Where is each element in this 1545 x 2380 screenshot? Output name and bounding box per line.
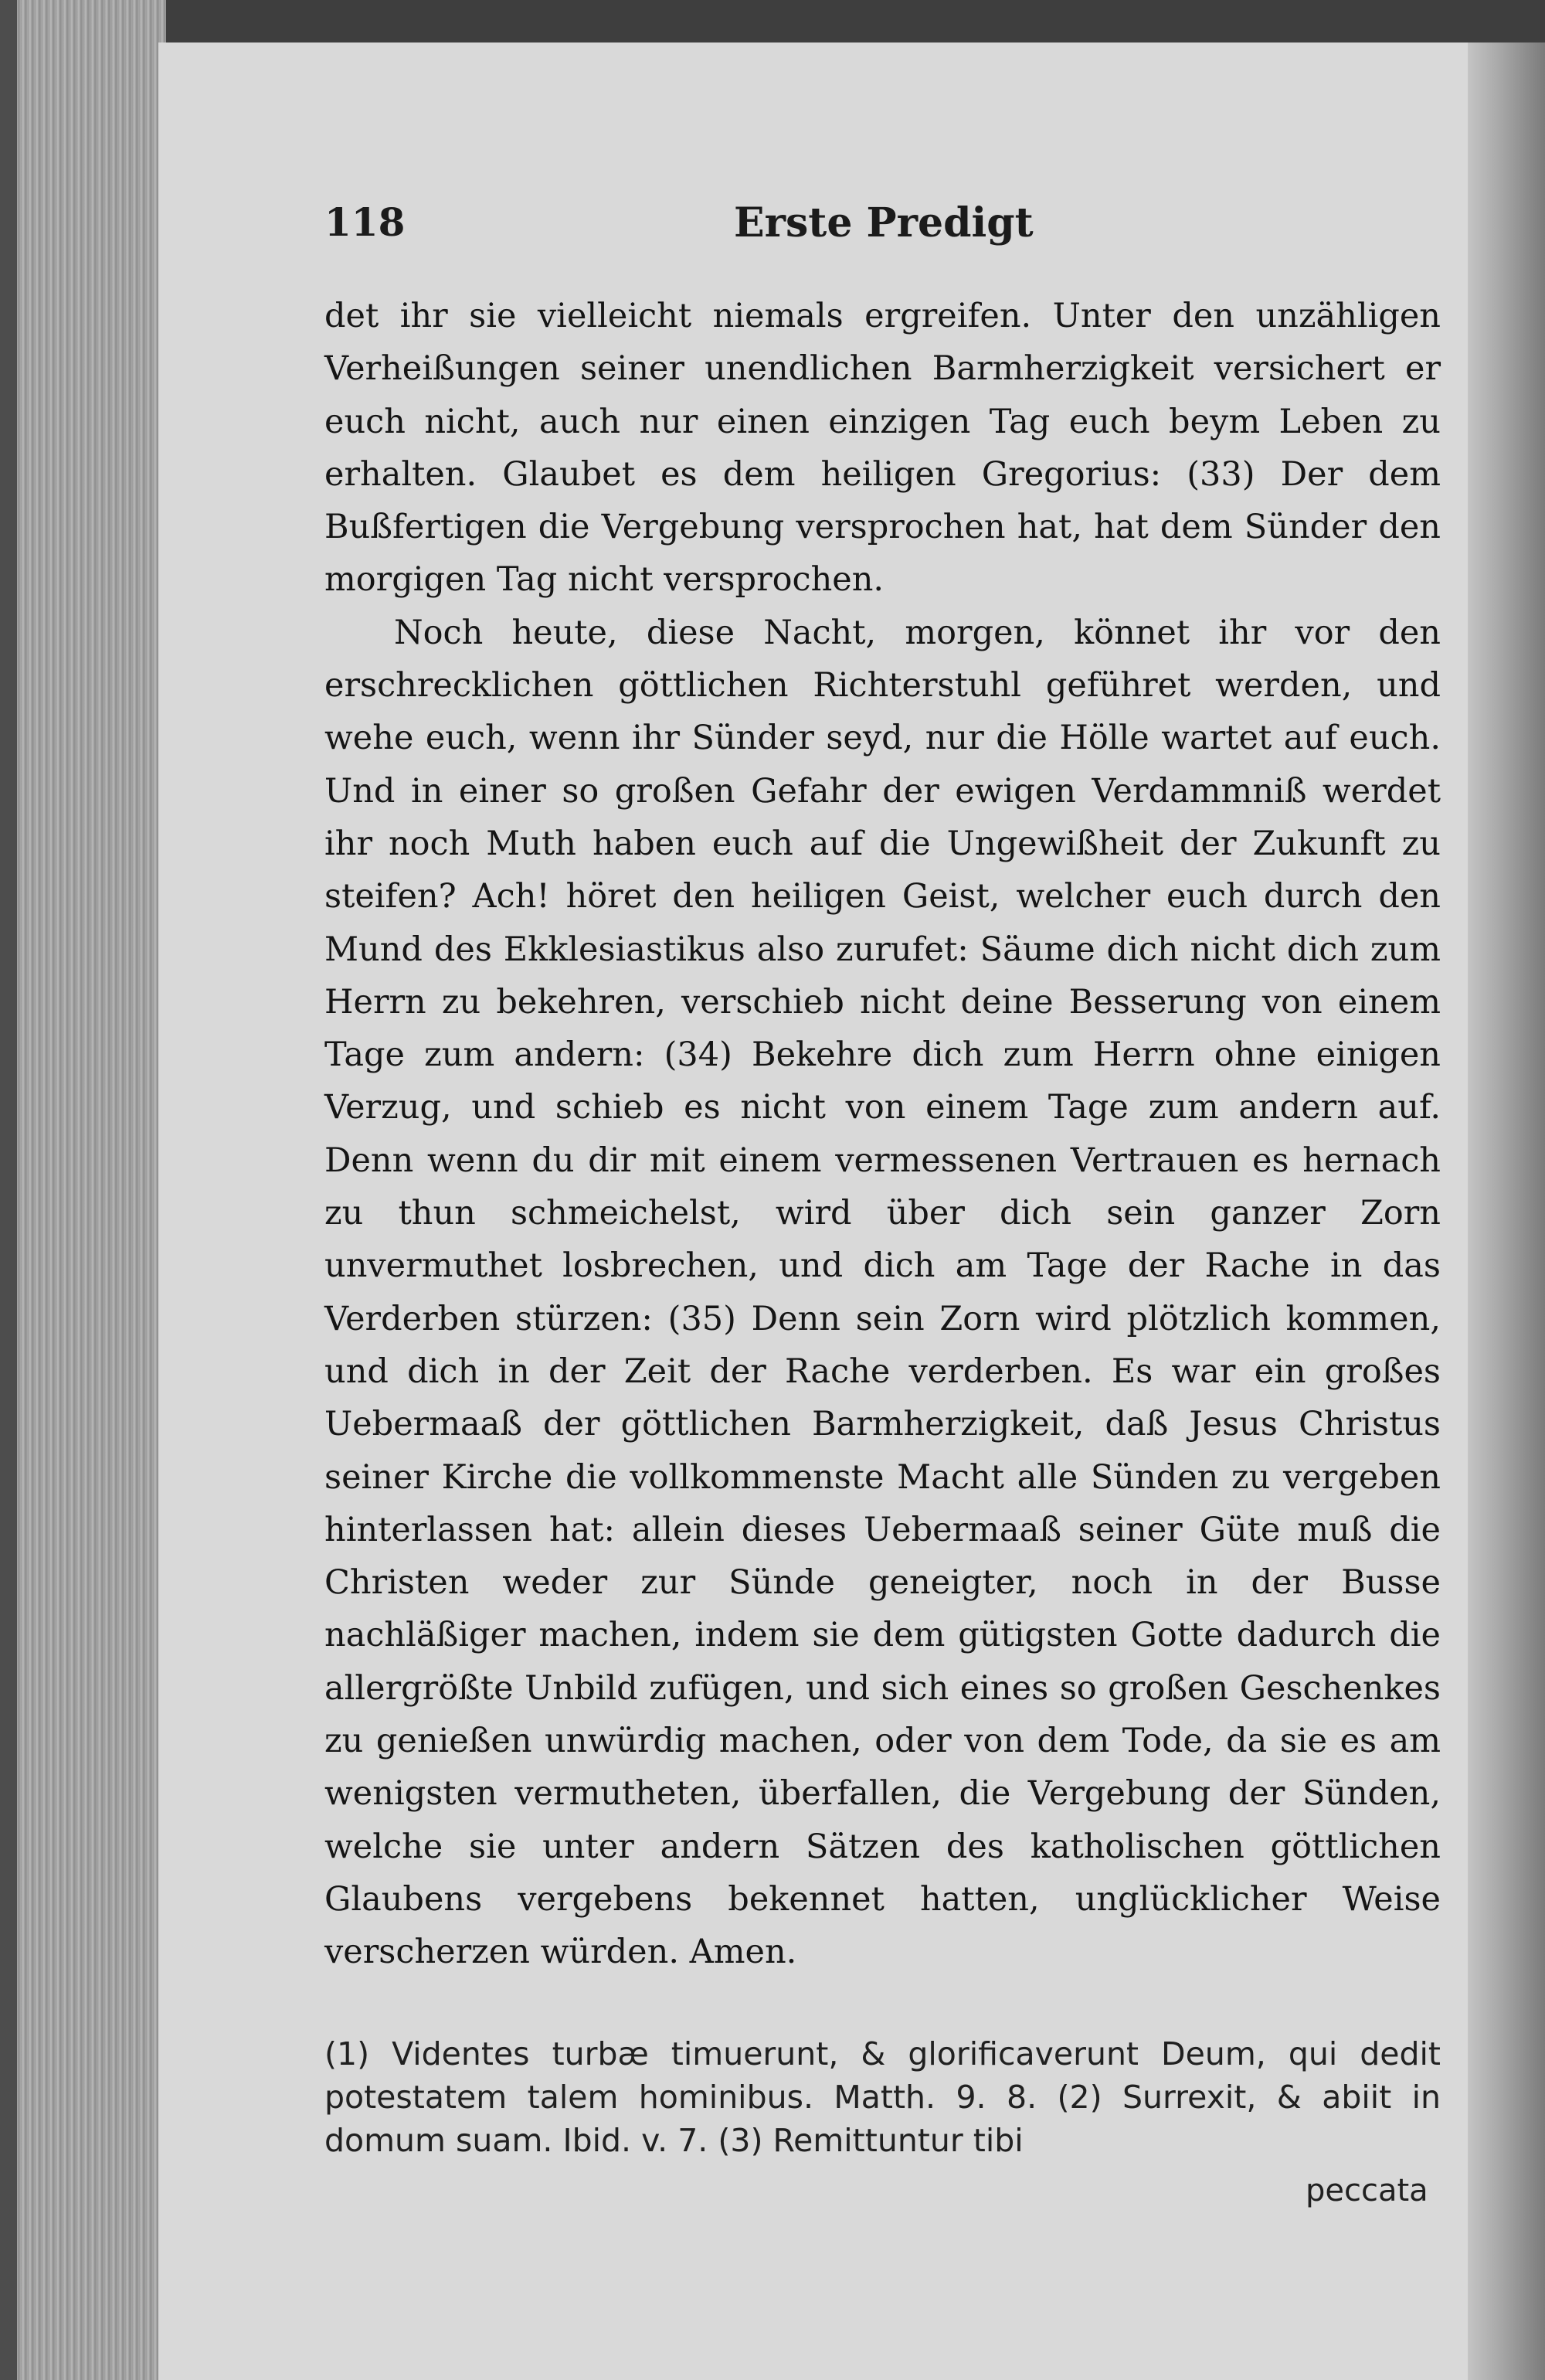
page-curl-shadow xyxy=(1468,42,1545,2380)
book-page-edges xyxy=(0,0,166,2380)
catchword: peccata xyxy=(1306,2173,1428,2208)
paragraph: det ihr sie vielleicht niemals ergreifen. Unter den unzähligen Verheißungen seiner unendlichen Barmherzigkeit versichert er euch nicht, auch nur einen einzigen Tag euch beym Leben zu erhalten. Glaubet es dem heiligen Gregorius: (33) Der dem Bußfertigen die Vergebung versprochen hat, hat dem Sünder den morgigen Tag nicht versprochen. xyxy=(324,297,1441,600)
page-header xyxy=(324,199,1437,261)
footnotes: (1) Videntes turbæ timuerunt, & glorificaverunt Deum, qui dedit potestatem talem hominibus. Matth. 9. 8. (2) Surrexit, & abiit in domum suam. Ibid. v. 7. (3) Remittuntur tibi xyxy=(324,2035,1441,2159)
page-number: 118 xyxy=(324,199,406,245)
paragraph: Noch heute, diese Nacht, morgen, könnet ihr vor den erschrecklichen göttlichen Richterstuhl geführet werden, und wehe euch, wenn ihr Sünder seyd, nur die Hölle wartet auf euch. Und in einer so großen Gefahr der ewigen Verdammniß werdet ihr noch Muth haben euch auf die Ungewißheit der Zukunft zu steifen? Ach! höret den heiligen Geist, welcher euch durch den Mund des Ekklesiastikus also zurufet: Säume dich nicht dich zum Herrn zu bekehren, verschieb nicht deine Besserung von einem Tage zum andern: (34) Bekehre dich zum Herrn ohne einigen Verzug, und schieb es nicht von einem Tage zum andern auf. Denn wenn du dir mit einem vermessenen Vertrauen es hernach zu thun schmeichelst, wird über dich sein ganzer Zorn unvermuthet losbrechen, und dich am Tage der Rache in das Verderben stürzen: (35) Denn sein Zorn wird plötzlich kommen, und dich in der Zeit der Rache verderben. Es war ein großes Uebermaaß der göttlichen Barmherzigkeit, daß Jesus Christus seiner Kirche die vollkommenste Macht alle Sünden zu vergeben hinterlassen hat: allein dieses Uebermaaß seiner Güte muß die Christen weder zur Sünde geneigter, noch in der Busse nachläßiger machen, indem sie dem gütigsten Gotte dadurch die allergrößte Unbild zufügen, und sich eines so großen Geschenkes zu genießen unwürdig machen, oder von dem Tode, da sie es am wenigsten vermutheten, überfallen, die Vergebung der Sünden, welche sie unter andern Sätzen des katholischen göttlichen Glaubens vergebens bekennet hatten, unglücklicher Weise verscherzen würden. Amen. xyxy=(324,613,1441,1972)
scan-background-top xyxy=(158,0,1545,46)
running-head: Erste Predigt xyxy=(734,199,1034,246)
book-spine-shadow xyxy=(0,0,17,2380)
sermon-body xyxy=(324,290,1441,1979)
